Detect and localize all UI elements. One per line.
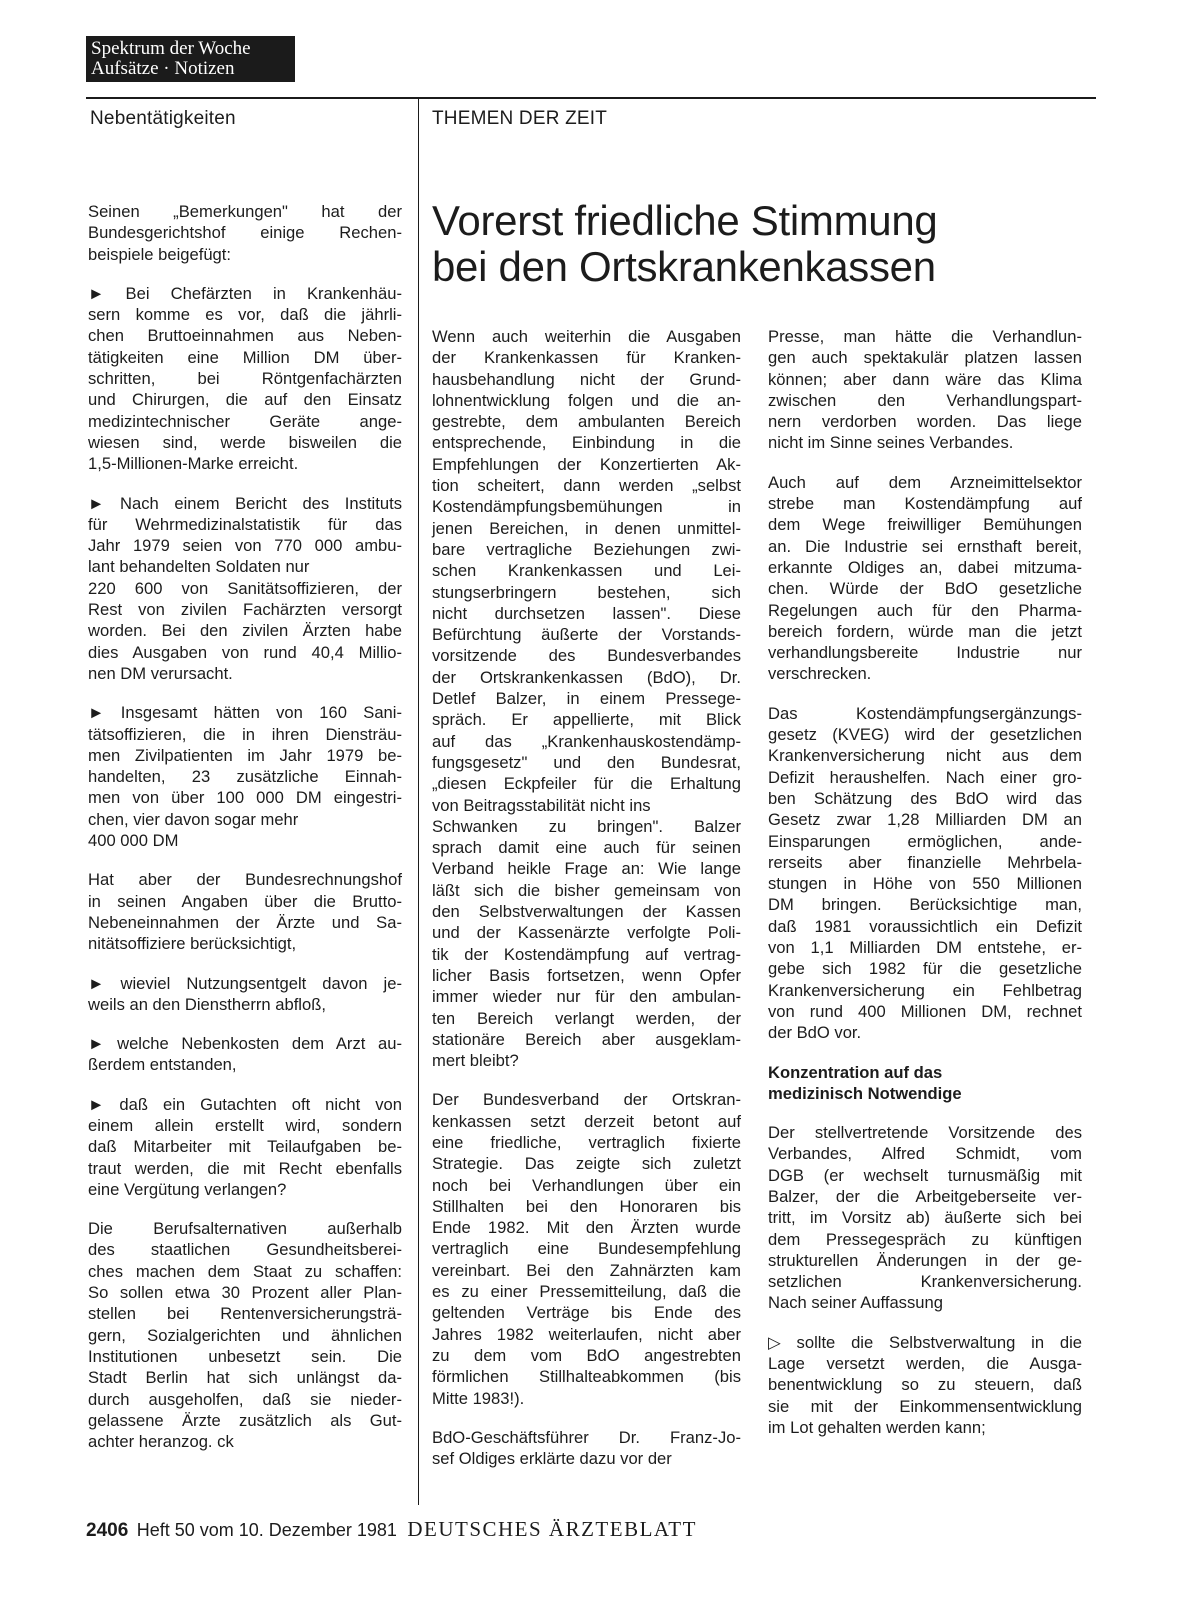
header-rule xyxy=(86,97,1096,99)
text-line: schen Krankenkassen und Lei- xyxy=(432,561,741,581)
text-line: 400 000 DM xyxy=(88,831,179,851)
text-line: ches machen dem Staat zu schaffen: xyxy=(88,1261,402,1281)
text-line: weils an den Dienstherrn abfloß, xyxy=(88,994,326,1014)
page-number: 2406 xyxy=(86,1520,129,1541)
text-line: stungen in Höhe von 550 Millionen xyxy=(768,874,1082,894)
text-line: Stillhalten bei den Honoraren bis xyxy=(432,1196,741,1216)
text-line: vereinbart. Bei den Zahnärzten kam xyxy=(432,1260,741,1280)
text-line: men Zivilpatienten im Jahr 1979 be- xyxy=(88,745,402,765)
text-line: es zu einer Pressemitteilung, daß die xyxy=(432,1282,741,1302)
text-line: Jahr 1979 seien von 770 000 ambu- xyxy=(88,536,402,556)
headline-line-2: bei den Ortskrankenkassen xyxy=(432,243,936,290)
text-line: DM bringen. Berücksichtige man, xyxy=(768,895,1082,915)
text-line: ► Insgesamt hätten von 160 Sani- xyxy=(88,703,402,723)
text-line: der Krankenkassen für Kranken- xyxy=(432,348,741,368)
text-line: verschrecken. xyxy=(768,664,872,684)
text-line: DGB (er wechselt turnusmäßig mit xyxy=(768,1165,1082,1185)
text-line: zwischen den Verhandlungspart- xyxy=(768,390,1082,410)
text-line: fungsgesetz" und den Bundesrat, xyxy=(432,752,741,772)
text-line: gestrebte, dem ambulanten Bereich xyxy=(432,412,741,432)
text-line: hausbehandlung nicht der Grund- xyxy=(432,369,741,389)
text-line: dies Ausgaben von rund 40,4 Millio- xyxy=(88,642,402,662)
text-line: wiesen sind, werde bisweilen die xyxy=(88,432,402,452)
text-line: 1,5-Millionen-Marke erreicht. xyxy=(88,454,299,474)
text-line: Jahres 1982 weiterlaufen, nicht aber xyxy=(432,1324,741,1344)
text-line: ben Schätzung des BdO wird das xyxy=(768,788,1082,808)
text-line: noch bei Verhandlungen über ein xyxy=(432,1175,741,1195)
text-line: Stadt Berlin hat sich unlängst da- xyxy=(88,1368,402,1388)
text-line: 220 600 von Sanitätsoffizieren, der xyxy=(88,578,402,598)
text-line: ten Bereich verlangt werden, der xyxy=(432,1008,741,1028)
text-line: kenkassen setzt derzeit betont auf xyxy=(432,1111,741,1131)
text-line: Der stellvertretende Vorsitzende des xyxy=(768,1123,1082,1143)
page-footer xyxy=(86,1517,697,1542)
text-line: Kostendämpfungsbemühungen in xyxy=(432,497,741,517)
text-line: daß 1981 voraussichtlich ein Defizit xyxy=(768,916,1082,936)
text-line: auf das „Krankenhauskostendämp- xyxy=(432,731,741,751)
text-line: Presse, man hätte die Verhandlun- xyxy=(768,327,1082,346)
text-line: benentwicklung so zu steuern, daß xyxy=(768,1375,1082,1395)
text-line: gelassene Ärzte zusätzlich als Gut- xyxy=(88,1410,402,1430)
text-line: Wenn auch weiterhin die Ausgaben xyxy=(432,327,741,346)
text-line: immer wieder nur für den ambulan- xyxy=(432,987,741,1007)
paragraph xyxy=(88,702,402,851)
text-line: Auch auf dem Arzneimittelsektor xyxy=(768,472,1082,492)
text-line: nicht durchsetzen lassen". Diese xyxy=(432,603,741,623)
text-line: chen, vier davon sogar mehr xyxy=(88,809,299,829)
column-article-right-lower xyxy=(768,1122,1082,1438)
text-line: entsprechende, Einbindung in die xyxy=(432,433,741,453)
text-line: nitätsoffiziere berücksichtigt, xyxy=(88,934,297,954)
text-line: Balzer, der die Arbeitgeberseite ver- xyxy=(768,1186,1082,1206)
text-line: nicht im Sinne seines Verbandes. xyxy=(768,433,1014,453)
text-line: Defizit heraushelfen. Nach einer gro- xyxy=(768,767,1082,787)
text-line: tätsoffizieren, die in ihren Diensträu- xyxy=(88,724,402,744)
text-line: gern, Sozialgerichten und ähnlichen xyxy=(88,1325,402,1345)
text-line: Nebeneinnahmen der Ärzte und Sa- xyxy=(88,912,402,932)
journal-name: DEUTSCHES ÄRZTEBLATT xyxy=(407,1517,697,1541)
text-line: von Beitragsstabilität nicht ins xyxy=(432,795,651,815)
paragraph xyxy=(88,1218,402,1452)
text-line: strukturellen Änderungen in der ge- xyxy=(768,1250,1082,1270)
text-line: gen auch spektakulär platzen lassen xyxy=(768,348,1082,368)
text-line: bare vertragliche Beziehungen zwi- xyxy=(432,539,741,559)
text-line: ► daß ein Gutachten oft nicht von xyxy=(88,1094,402,1114)
text-line: zu dem vom BdO angestrebten xyxy=(432,1345,741,1365)
paragraph xyxy=(768,326,1082,454)
text-line: von 1,1 Milliarden DM entstehe, er- xyxy=(768,938,1082,958)
text-line: gesetz (KVEG) wird der gesetzlichen xyxy=(768,725,1082,745)
section-subheading xyxy=(768,1062,1082,1105)
text-line: Institutionen unbesetzt sein. Die xyxy=(88,1346,402,1366)
text-line: medizintechnischer Geräte ange- xyxy=(88,411,402,431)
text-line: für Wehrmedizinalstatistik für das xyxy=(88,514,402,534)
section-masthead xyxy=(86,36,295,82)
text-line: achter heranzog. ck xyxy=(88,1432,234,1452)
text-line: chen Bruttoeinnahmen aus Neben- xyxy=(88,326,402,346)
article-headline xyxy=(432,198,1092,290)
text-line: setzlichen Krankenversicherung. xyxy=(768,1272,1082,1292)
paragraph xyxy=(768,703,1082,1044)
text-line: mert bleibt? xyxy=(432,1051,519,1071)
text-line: erkannte Oldiges an, dabei mitzuma- xyxy=(768,557,1082,577)
text-line: Verbandes, Alfred Schmidt, vom xyxy=(768,1144,1082,1164)
text-line: Empfehlungen der Konzertierten Ak- xyxy=(432,454,741,474)
text-line: an. Die Industrie sei ernsthaft bereit, xyxy=(768,536,1082,556)
text-line: ► welche Nebenkosten dem Arzt au- xyxy=(88,1034,402,1054)
text-line: eine Vergütung verlangen? xyxy=(88,1179,287,1199)
paragraph xyxy=(88,1033,402,1076)
paragraph xyxy=(768,472,1082,685)
text-line: spräch. Er appellierte, mit Blick xyxy=(432,710,741,730)
text-line: ► Nach einem Bericht des Instituts xyxy=(88,493,402,513)
text-line: und Chirurgen, die auf den Einsatz xyxy=(88,390,402,410)
column-article-right xyxy=(768,326,1082,1456)
text-line: schritten, bei Röntgenfachärzten xyxy=(88,369,402,389)
text-line: stellen bei Rentenversicherungsträ- xyxy=(88,1304,402,1324)
text-line: Einsparungen ermöglichen, ande- xyxy=(768,831,1082,851)
text-line: Ende 1982. Mit den Ärzten wurde xyxy=(432,1218,741,1238)
text-line: Verband heikle Frage an: Wie lange xyxy=(432,859,741,879)
paragraph xyxy=(88,201,402,265)
text-line: ßerdem entstanden, xyxy=(88,1055,237,1075)
text-line: daß Mitarbeiter mit Teilaufgaben be- xyxy=(88,1137,402,1157)
text-line: lohnentwicklung folgen und die an- xyxy=(432,390,741,410)
text-line: dem Wege freiwilliger Bemühungen xyxy=(768,515,1082,535)
text-line: im Lot gehalten werden kann; xyxy=(768,1417,986,1437)
text-line: nern verdorben worden. Das liege xyxy=(768,412,1082,432)
masthead-line-2: Aufsätze · Notizen xyxy=(91,58,235,79)
text-line: tätigkeiten eine Million DM über- xyxy=(88,347,402,367)
paragraph xyxy=(88,283,402,475)
headline-line-1: Vorerst friedliche Stimmung xyxy=(432,197,938,244)
text-line: ▷ sollte die Selbstverwaltung in die xyxy=(768,1332,1082,1352)
text-line: von rund 400 Millionen DM, rechnet xyxy=(768,1001,1082,1021)
text-line: des staatlichen Gesundheitsberei- xyxy=(88,1240,402,1260)
text-line: dem Pressegespräch zu künftigen xyxy=(768,1229,1082,1249)
text-line: durch ausgeholfen, daß sie nieder- xyxy=(88,1389,402,1409)
text-line: ► Bei Chefärzten in Krankenhäu- xyxy=(88,283,402,303)
paragraph xyxy=(768,1332,1082,1438)
text-line: Nach seiner Auffassung xyxy=(768,1293,943,1313)
text-line: den Selbstverwaltungen der Kassen xyxy=(432,902,741,922)
text-line: Strategie. Das zeigte sich zuletzt xyxy=(432,1154,741,1174)
text-line: tritt, im Vorsitz ab) äußerte sich bei xyxy=(768,1208,1082,1228)
text-line: traut werden, die mit Recht ebenfalls xyxy=(88,1158,402,1178)
text-line: Das Kostendämpfungsergänzungs- xyxy=(768,703,1082,723)
text-line: Detlef Balzer, in einem Pressege- xyxy=(432,689,741,709)
text-line: verhandlungsbereite Industrie nur xyxy=(768,643,1082,663)
text-line: strebe man Kostendämpfung auf xyxy=(768,494,1082,514)
issue-info: Heft 50 vom 10. Dezember 1981 xyxy=(136,1520,397,1540)
rubric-right: THEMEN DER ZEIT xyxy=(432,108,608,129)
text-line: der BdO vor. xyxy=(768,1023,862,1043)
column-article-left xyxy=(432,326,741,1487)
text-line: sie mit der Einkommensentwicklung xyxy=(768,1396,1082,1416)
paragraph xyxy=(88,973,402,1016)
text-line: einem allein erstellt wird, sondern xyxy=(88,1115,402,1135)
text-line: Lage versetzt werden, die Ausga- xyxy=(768,1354,1082,1374)
paragraph xyxy=(768,1122,1082,1314)
paragraph xyxy=(88,493,402,685)
text-line: stungserbringern bestehen, sich xyxy=(432,582,741,602)
text-line: und der Kassenärzte verfolgte Poli- xyxy=(432,923,741,943)
text-line: bereich fordern, würde man die jetzt xyxy=(768,621,1082,641)
text-line: Befürchtung äußerte der Vorstands- xyxy=(432,625,741,645)
text-line: können; aber dann wäre das Klima xyxy=(768,369,1082,389)
text-line: Hat aber der Bundesrechnungshof xyxy=(88,870,402,890)
text-line: der Ortskrankenkassen (BdO), Dr. xyxy=(432,667,741,687)
text-line: gebe sich 1982 für die gesetzliche xyxy=(768,959,1082,979)
text-line: Gesetz zwar 1,28 Milliarden DM an xyxy=(768,810,1082,830)
text-line: worden. Bei den zivilen Ärzten habe xyxy=(88,621,402,641)
text-line: jenen Bereichen, in denen unmittel- xyxy=(432,518,741,538)
text-line: „diesen Eckpfeiler für die Erhaltung xyxy=(432,774,741,794)
text-line: Regelungen auch für den Pharma- xyxy=(768,600,1082,620)
paragraph xyxy=(88,1094,402,1200)
text-line: tik der Kostendämpfung auf vertrag- xyxy=(432,944,741,964)
text-line: lant behandelten Soldaten nur xyxy=(88,557,310,577)
text-line: Krankenversicherung nicht aus dem xyxy=(768,746,1082,766)
text-line: handelten, 23 zusätzliche Einnah- xyxy=(88,767,402,787)
text-line: förmlichen Stillhalteabkommen (bis xyxy=(432,1367,741,1387)
text-line: Rest von zivilen Fachärzten versorgt xyxy=(88,600,402,620)
column-divider xyxy=(418,99,419,1505)
text-line: Die Berufsalternativen außerhalb xyxy=(88,1219,402,1239)
text-line: stationäre Bereich aber ausgeklam- xyxy=(432,1029,741,1049)
text-line: men von über 100 000 DM eingestri- xyxy=(88,788,402,808)
subheading-line-1: Konzentration auf das xyxy=(768,1062,943,1082)
text-line: Krankenversicherung ein Fehlbetrag xyxy=(768,980,1082,1000)
text-line: sern komme es vor, daß die jährli- xyxy=(88,305,402,325)
text-line: rerseits aber finanzielle Mehrbela- xyxy=(768,852,1082,872)
text-line: geltenden Verträge bis Ende des xyxy=(432,1303,741,1323)
text-line: sef Oldiges erklärte dazu vor der xyxy=(432,1449,672,1469)
column-article-right-upper xyxy=(768,326,1082,1044)
text-line: eine friedliche, vertraglich fixierte xyxy=(432,1132,741,1152)
paragraph xyxy=(432,1427,741,1470)
text-line: nen DM verursacht. xyxy=(88,663,233,683)
text-line: in seinen Angaben über die Brutto- xyxy=(88,891,402,911)
text-line: vertraglich eine Bundesempfehlung xyxy=(432,1239,741,1259)
text-line: sprach damit eine auch für seinen xyxy=(432,838,741,858)
text-line: ► wieviel Nutzungsentgelt davon je- xyxy=(88,973,402,993)
paragraph xyxy=(432,1089,741,1408)
text-line: BdO-Geschäftsführer Dr. Franz-Jo- xyxy=(432,1427,741,1447)
text-line: Schwanken zu bringen". Balzer xyxy=(432,816,741,836)
text-line: tion scheitert, dann werden „selbst xyxy=(432,476,741,496)
text-line: vorsitzende des Bundesverbandes xyxy=(432,646,741,666)
text-line: chen. Würde der BdO gesetzliche xyxy=(768,579,1082,599)
text-line: Der Bundesverband der Ortskran- xyxy=(432,1090,741,1110)
column-notes xyxy=(88,201,402,1470)
text-line: Mitte 1983!). xyxy=(432,1388,525,1408)
rubric-left: Nebentätigkeiten xyxy=(90,108,236,129)
paragraph xyxy=(432,326,741,1071)
text-line: So sollen etwa 30 Prozent aller Plan- xyxy=(88,1283,402,1303)
text-line: beispiele beigefügt: xyxy=(88,244,231,264)
text-line: licher Basis fortsetzen, wenn Opfer xyxy=(432,965,741,985)
subheading-line-2: medizinisch Notwendige xyxy=(768,1083,962,1103)
text-line: läßt sich die bisher gemeinsam von xyxy=(432,880,741,900)
text-line: Bundesgerichtshof einige Rechen- xyxy=(88,223,402,243)
masthead-line-1: Spektrum der Woche xyxy=(91,38,251,59)
text-line: Seinen „Bemerkungen" hat der xyxy=(88,202,402,221)
paragraph xyxy=(88,869,402,954)
